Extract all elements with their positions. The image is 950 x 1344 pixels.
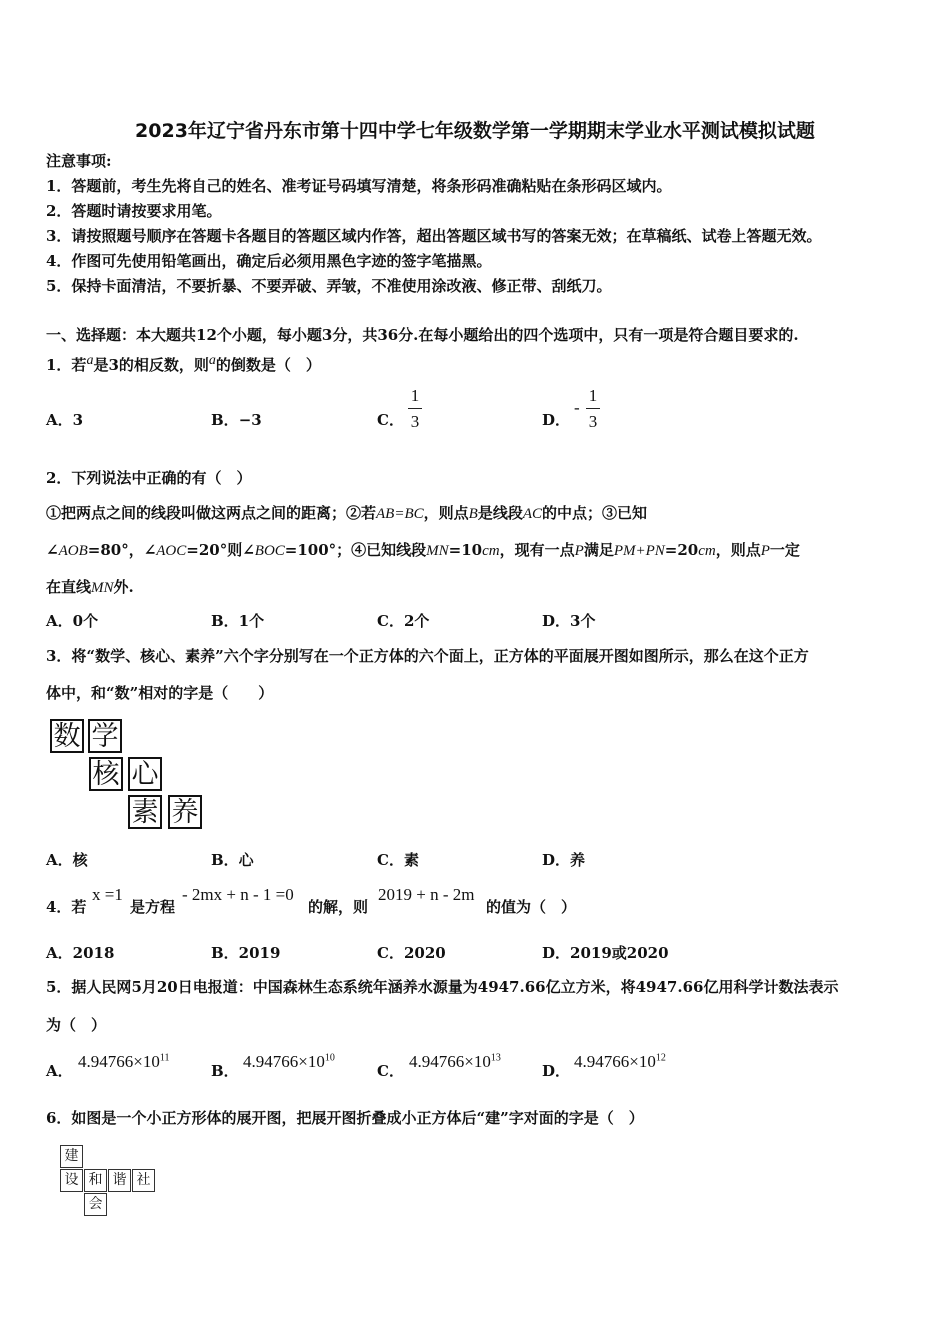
q3-net-cell: 学 (88, 719, 122, 753)
q1-var-a2: a (208, 353, 216, 368)
q2-line-3: 在直线MN外. (46, 578, 134, 596)
q1-var-a: a (86, 353, 94, 368)
q3-option-b[interactable]: B．心 (211, 851, 254, 869)
q4-stem-part3: 的解，则 (308, 898, 369, 916)
q1-stem-part2: 是3的相反数，则 (93, 356, 209, 374)
section-heading: 一、选择题：本大题共12个小题，每小题3分，共36分.在每小题给出的四个选项中，只有一项是符合题目要求的. (46, 326, 799, 344)
q1-label-b: B． (211, 411, 239, 429)
q5-label-b[interactable]: B． (211, 1062, 239, 1080)
q1-option-a[interactable] (46, 413, 83, 428)
q3-net-cell: 素 (128, 795, 162, 829)
q6-net-cell: 社 (132, 1169, 155, 1192)
q2-stem: 2．下列说法中正确的有（ ） (46, 469, 252, 487)
q1-stem (46, 354, 321, 373)
notice-item-4: 4．作图可先使用铅笔画出，确定后必须用黑色字迹的签字笔描黑。 (46, 252, 492, 270)
q3-net-cell: 养 (168, 795, 202, 829)
q5-stem-line-1: 5．据人民网5月20日电报道：中国森林生态系统年涵养水源量为4947.66亿立方米，将4947.66亿用科学计数法表示 (46, 978, 839, 996)
q3-option-d[interactable]: D．养 (542, 851, 586, 869)
q4-option-d[interactable]: D．2019或2020 (542, 944, 669, 962)
q1-d-denominator: 3 (588, 412, 598, 431)
q1-value-b: −3 (238, 411, 262, 429)
q5-option-a-value: $4.94766\times 10^{11}$ (78, 1052, 170, 1071)
q3-stem-line-1: 3．将“数学、核心、素养”六个字分别写在一个正方体的六个面上，正方体的平面展开图如图所示，那么在这个正方 (46, 647, 809, 665)
q5-label-a[interactable]: A． (46, 1062, 73, 1080)
q1-label-a: A． (46, 411, 73, 429)
q2-line-2: ∠AOB=80°，∠AOC=20°则∠BOC=100°；④已知线段MN=10cm，现有一点P满足PM+PN=20cm，则点P一定 (46, 541, 800, 559)
q6-stem: 6．如图是一个小正方形体的展开图，把展开图折叠成小正方体后“建”字对面的字是（ ） (46, 1109, 644, 1127)
q5-label-c[interactable]: C． (377, 1062, 404, 1080)
q6-net-cell: 建 (60, 1145, 83, 1168)
q5-option-b-value: $4.94766\times 10^{10}$ (243, 1052, 335, 1071)
q5-option-d-value: $4.94766\times 10^{12}$ (574, 1052, 666, 1071)
q4-option-b[interactable]: B．2019 (211, 944, 281, 962)
q1-label-c: C． (377, 411, 404, 429)
notice-item-1: 1．答题前，考生先将自己的姓名、准考证号码填写清楚，将条形码准确粘贴在条形码区域内。 (46, 177, 672, 195)
q3-net-cell: 数 (50, 719, 84, 753)
q4-stem-part2: 是方程 (130, 898, 176, 916)
fraction-bar (408, 408, 422, 409)
q2-option-b[interactable]: B．1个 (211, 612, 265, 630)
q4-equation: - 2mx + n - 1 =0 (182, 885, 294, 904)
q1-label-d: D． (542, 411, 571, 429)
q4-stem-part4: 的值为（ ） (486, 898, 577, 916)
page-title: 2023年辽宁省丹东市第十四中学七年级数学第一学期期末学业水平测试模拟试题 (135, 120, 815, 142)
q5-stem-line-2: 为（ ） (46, 1016, 107, 1034)
fraction-bar (586, 408, 600, 409)
q1-value-a: 3 (72, 411, 84, 429)
notice-item-3: 3．请按照题号顺序在答题卡各题目的答题区域内作答，超出答题区域书写的答案无效；在草稿纸、试卷上答题无效。 (46, 227, 822, 245)
q6-net-cell: 谐 (108, 1169, 131, 1192)
q1-c-denominator: 3 (410, 412, 420, 431)
q2-option-d[interactable]: D．3个 (542, 612, 596, 630)
q5-option-c-value: $4.94766\times 10^{13}$ (409, 1052, 501, 1071)
q1-stem-part1: 1．若 (46, 356, 87, 374)
q2-line-1: ①把两点之间的线段叫做这两点之间的距离；②若AB=BC，则点B是线段AC的中点；③已知 (46, 504, 648, 522)
q2-option-c[interactable]: C．2个 (377, 612, 430, 630)
q1-stem-part3: 的倒数是（ ） (215, 356, 321, 374)
notice-item-5: 5．保持卡面清洁，不要折暴、不要弄破、弄皱，不准使用涂改液、修正带、刮纸刀。 (46, 277, 612, 295)
q5-label-d[interactable]: D． (542, 1062, 571, 1080)
q1-c-numerator: 1 (410, 386, 420, 405)
q3-net-cell: 核 (89, 757, 123, 791)
q4-option-c[interactable]: C．2020 (377, 944, 446, 962)
q3-stem-line-2: 体中，和“数”相对的字是（ ） (46, 684, 274, 702)
q1-d-numerator: 1 (588, 386, 598, 405)
notice-heading: 注意事项: (46, 152, 112, 170)
q3-net-cell: 心 (128, 757, 162, 791)
q6-net-cell: 会 (84, 1193, 107, 1216)
q6-net-cell: 设 (60, 1169, 83, 1192)
q4-expression: 2019 + n - 2m (378, 885, 475, 904)
q1-d-sign: - (574, 398, 580, 417)
q1-option-c[interactable] (377, 413, 404, 428)
q6-net-cell: 和 (84, 1169, 107, 1192)
q2-option-a[interactable]: A．0个 (46, 612, 99, 630)
q4-stem-part1: 4．若 (46, 898, 87, 916)
q3-option-c[interactable]: C．素 (377, 851, 419, 869)
q1-option-b[interactable] (211, 413, 262, 428)
q3-option-a[interactable]: A．核 (46, 851, 88, 869)
notice-item-2: 2．答题时请按要求用笔。 (46, 202, 222, 220)
q4-option-a[interactable]: A．2018 (46, 944, 115, 962)
q4-condition: x =1 (92, 885, 123, 904)
q1-option-d[interactable] (542, 413, 570, 428)
